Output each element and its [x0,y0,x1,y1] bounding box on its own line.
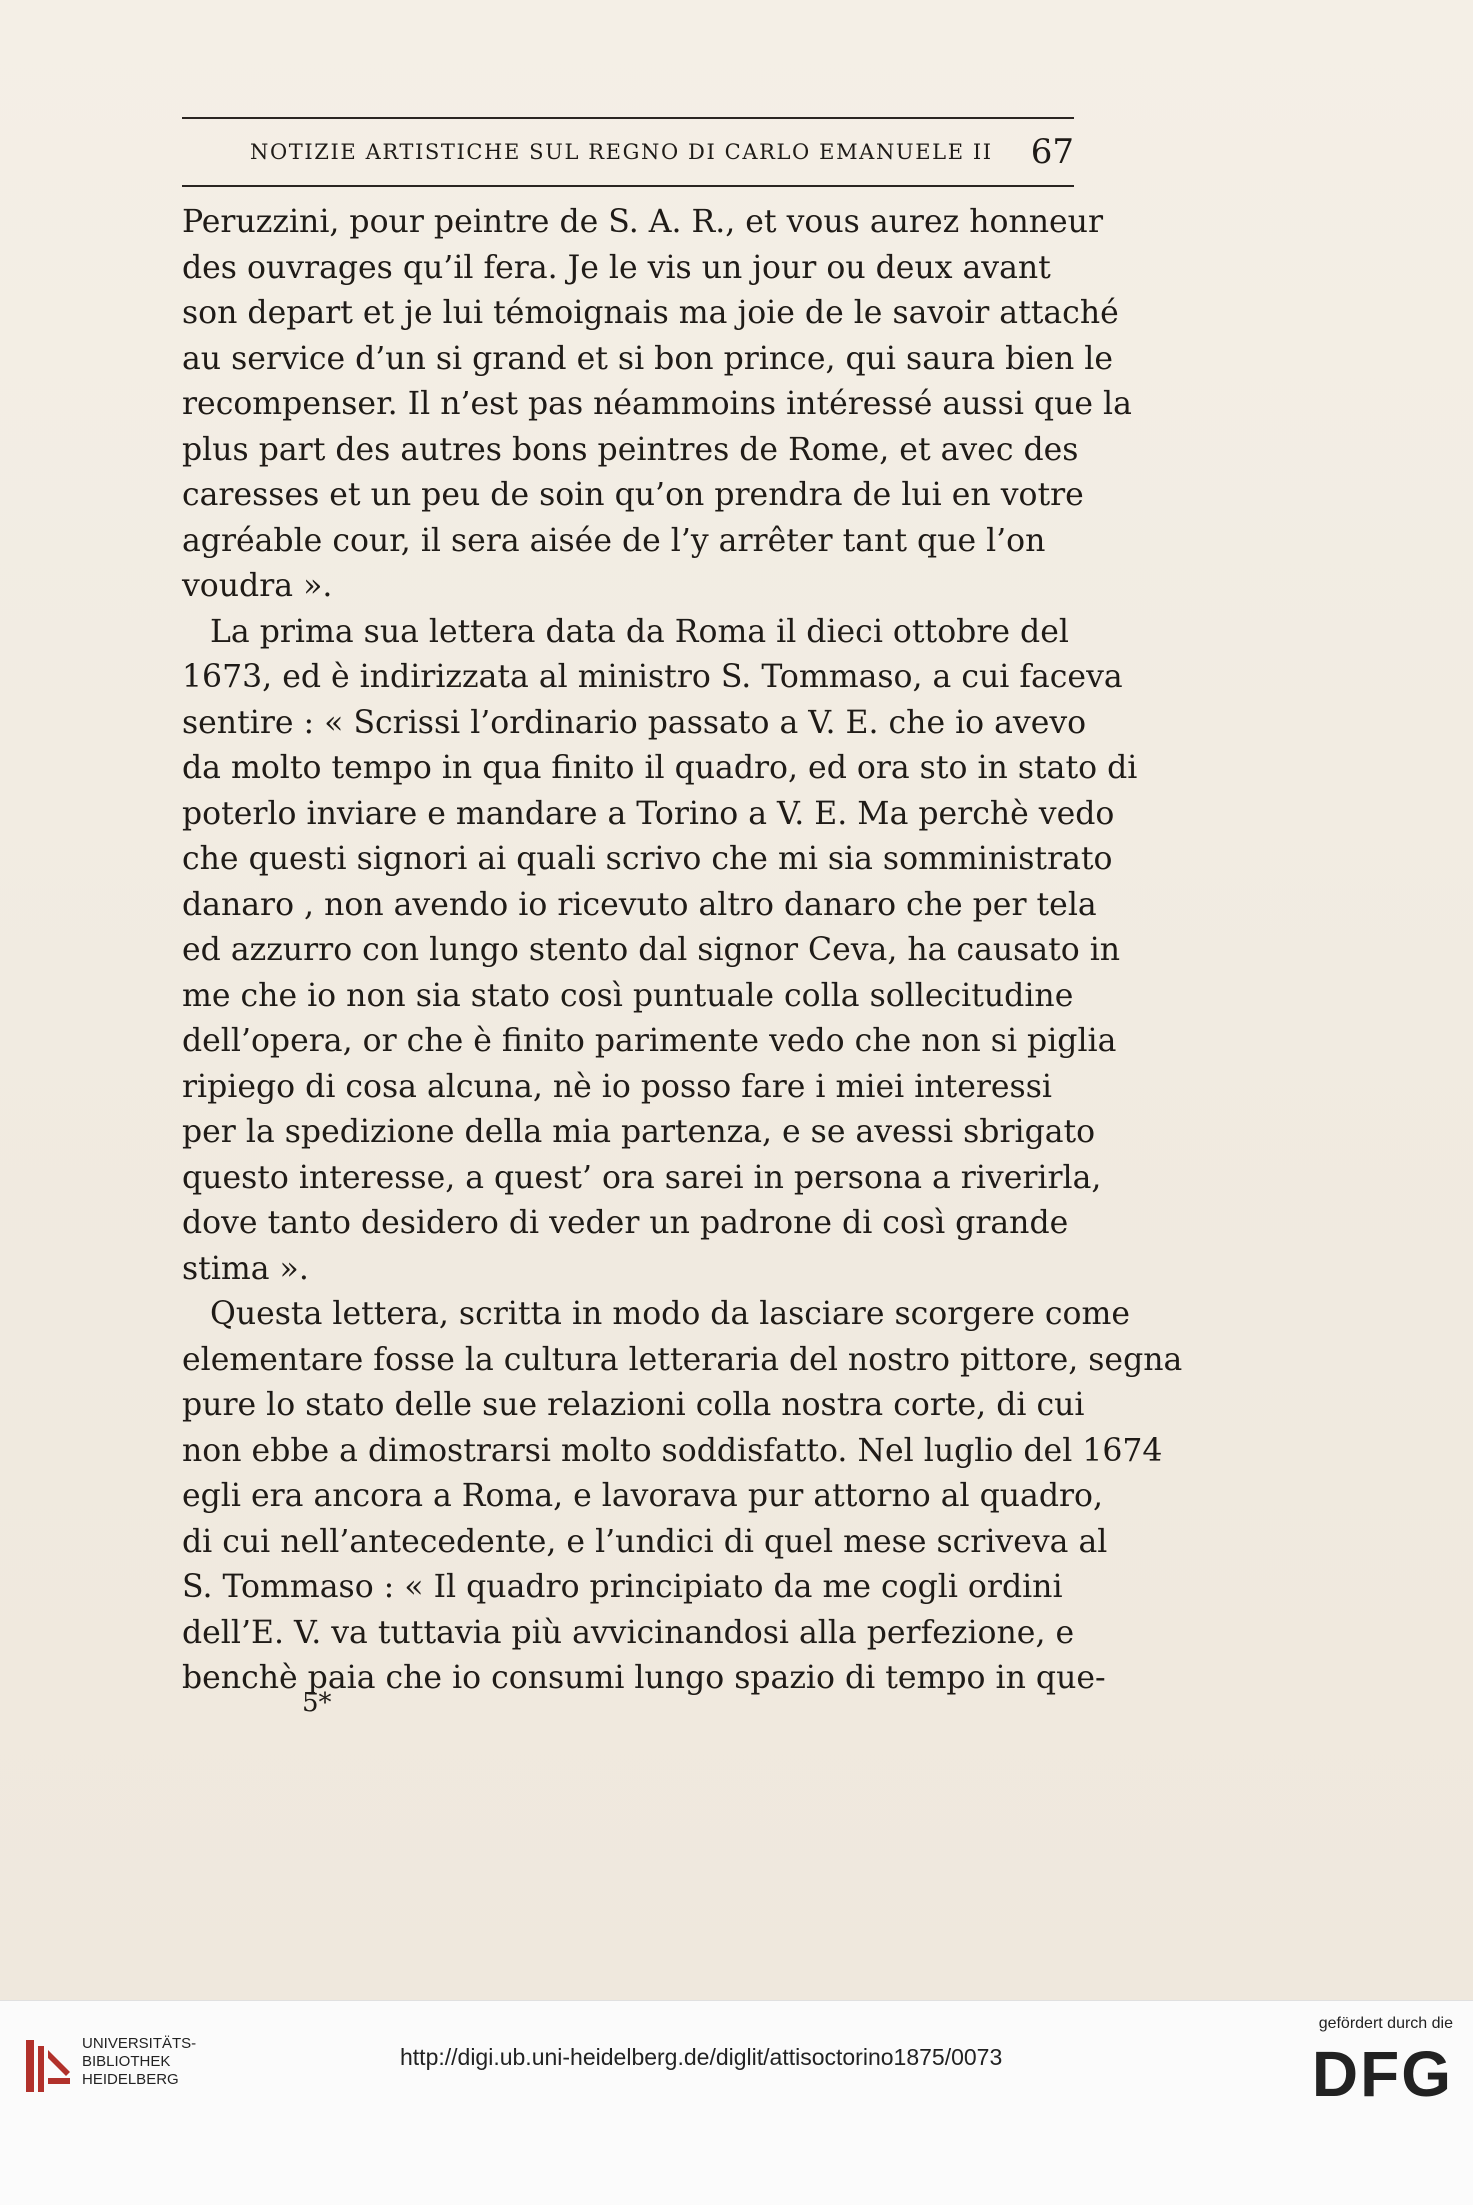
permalink-url[interactable]: http://digi.ub.uni-heidelberg.de/diglit/attisoctorino1875/0073 [400,2044,1003,2070]
library-name-line: UNIVERSITÄTS- [82,2035,197,2052]
text-line: benchè paia che io consumi lungo spazio di tempo in que- [182,1660,1106,1696]
text-line: dell’opera, or che è finito parimente vedo che non si piglia [182,1023,1117,1059]
text-line: agréable cour, il sera aisée de l’y arrêter tant que l’on [182,522,1046,559]
viewer-footer [0,2000,1473,2205]
text-line: che questi signori ai quali scrivo che mi sia somministrato [182,841,1113,877]
text-line: 1673, ed è indirizzata al ministro S. Tommaso, a cui faceva [182,659,1123,695]
text-line: des ouvrages qu’il fera. Je le vis un jour ou deux avant [182,249,1051,286]
library-logo-icon[interactable] [22,2036,74,2100]
text-line: poterlo inviare e mandare a Torino a V. E. Ma perchè vedo [182,795,1115,832]
text-line: au service d’un si grand et si bon prince, qui saura bien le [182,340,1114,377]
text-line: dove tanto desidero di veder un padrone di così grande [182,1205,1069,1241]
text-line: da molto tempo in qua finito il quadro, ed ora sto in stato di [182,750,1138,786]
text-line: stima ». [182,1250,309,1287]
text-line: questo interesse, a quest’ ora sarei in persona a riverirla, [182,1159,1102,1196]
header-rule-top [182,117,1074,119]
text-line: me che io non sia stato così puntuale colla sollecitudine [182,977,1074,1014]
text-line: elementare fosse la cultura letteraria del nostro pittore, segna [182,1341,1183,1378]
text-line: pure lo stato delle sue relazioni colla nostra corte, di cui [182,1387,1085,1423]
running-title: NOTIZIE ARTISTICHE SUL REGNO DI CARLO EMANUELE II [250,140,993,164]
text-line: per la spedizione della mia partenza, e se avessi sbrigato [182,1114,1096,1150]
funder-note: gefördert durch die [1318,2015,1453,2032]
text-line: non ebbe a dimostrarsi molto soddisfatto. Nel luglio del 1674 [182,1432,1163,1469]
text-line: sentire : « Scrissi l’ordinario passato a V. E. che io avevo [182,704,1087,741]
dfg-logo[interactable]: DFG [1311,2038,1453,2110]
body-text [182,200,1183,1702]
library-name-line: HEIDELBERG [82,2071,179,2088]
text-line: danaro , non avendo io ricevuto altro danaro che per tela [182,886,1097,923]
text-line: caresses et un peu de soin qu’on prendra de lui en votre [182,477,1084,513]
page-number: 67 [1030,132,1074,172]
text-line: egli era ancora a Roma, e lavorava pur attorno al quadro, [182,1478,1104,1514]
paragraph-3 [182,1292,1183,1702]
text-line: plus part des autres bons peintres de Rome, et avec des [182,431,1079,468]
header-rule-bottom [182,185,1074,187]
text-line: dell’E. V. va tuttavia più avvicinandosi alla perfezione, e [182,1614,1075,1651]
text-line: S. Tommaso : « Il quadro principiato da me cogli ordini [182,1569,1063,1605]
paragraph-1 [182,200,1132,610]
paragraph-2 [182,610,1138,1293]
running-header [182,132,1074,174]
text-line: ed azzurro con lungo stento dal signor Ceva, ha causato in [182,932,1121,968]
text-line: Questa lettera, scritta in modo da lasciare scorgere come [210,1296,1130,1332]
text-line: La prima sua lettera data da Roma il dieci ottobre del [210,613,1069,650]
text-line: recompenser. Il n’est pas néammoins intéressé aussi que la [182,386,1132,422]
text-line: ripiego di cosa alcuna, nè io posso fare i miei interessi [182,1068,1052,1105]
library-name[interactable] [82,2035,196,2089]
text-line: voudra ». [182,568,333,604]
text-line: di cui nell’antecedente, e l’undici di quel mese scriveva al [182,1523,1108,1560]
library-name-line: BIBLIOTHEK [82,2053,171,2070]
signature-mark: 5* [302,1688,332,1718]
text-line: son depart et je lui témoignais ma joie de le savoir attaché [182,295,1119,331]
text-line: Peruzzini, pour peintre de S. A. R., et vous aurez honneur [182,204,1104,240]
